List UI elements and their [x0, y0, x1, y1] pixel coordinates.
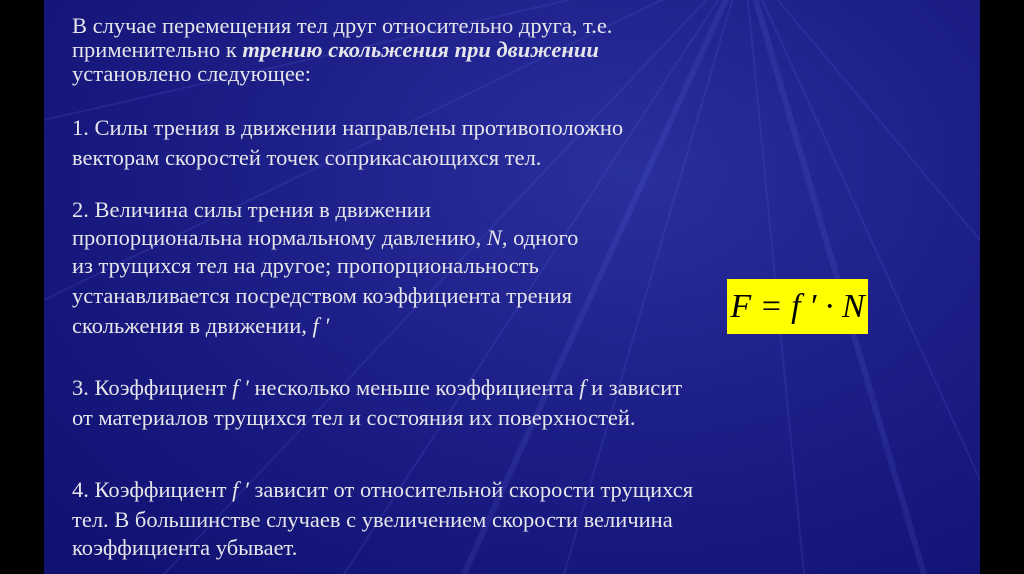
intro-line-3: установлено следующее:	[72, 61, 312, 86]
intro-line-2-prefix: применительно к	[72, 37, 243, 62]
item1-line-1: 1. Силы трения в движении направлены противоположно	[72, 115, 624, 140]
variable-f-prime: f ′	[232, 477, 249, 502]
variable-f-prime: f ′	[312, 313, 330, 338]
variable-f: f	[579, 375, 586, 400]
right-letterbox	[980, 0, 1024, 574]
item2-line-5	[72, 314, 329, 338]
item2-line-1: 2. Величина силы трения в движении	[72, 197, 431, 222]
variable-f-prime: f ′	[232, 375, 249, 400]
item3-line-1-prefix: 3. Коэффициент	[72, 375, 233, 400]
slide	[44, 0, 980, 574]
item3-line-1-suffix: и зависит	[585, 375, 683, 400]
item4-line-3: коэффициента убывает.	[72, 535, 298, 560]
item3-line-1-mid: несколько меньше коэффициента	[248, 375, 580, 400]
left-letterbox	[0, 0, 44, 574]
item3-line-1	[72, 376, 682, 400]
item2-line-2-suffix: , одного	[501, 225, 579, 250]
item2-line-2-prefix: пропорциональна нормальному давлению,	[72, 225, 487, 250]
intro-emphasis: трению скольжения при движении	[242, 37, 599, 62]
intro-line-2	[72, 38, 599, 62]
item2-line-5-prefix: скольжения в движении,	[72, 313, 313, 338]
item2-line-2	[72, 226, 578, 250]
item2-line-4: устанавливается посредством коэффициента трения	[72, 283, 573, 308]
item3-line-2: от материалов трущихся тел и состояния их поверхностей.	[72, 405, 636, 430]
variable-N: N	[486, 225, 502, 250]
formula-box: F = f ′ · N	[727, 279, 868, 334]
item4-line-2: тел. В большинстве случаев с увеличением скорости величина	[72, 507, 673, 532]
item2-line-3: из трущихся тел на другое; пропорциональность	[72, 253, 539, 278]
item4-line-1	[72, 478, 693, 502]
item4-line-1-suffix: зависит от относительной скорости трущихся	[248, 477, 694, 502]
item4-line-1-prefix: 4. Коэффициент	[72, 477, 233, 502]
intro-line-1: В случае перемещения тел друг относительно друга, т.е.	[72, 13, 613, 38]
item1-line-2: векторам скоростей точек соприкасающихся тел.	[72, 145, 542, 170]
